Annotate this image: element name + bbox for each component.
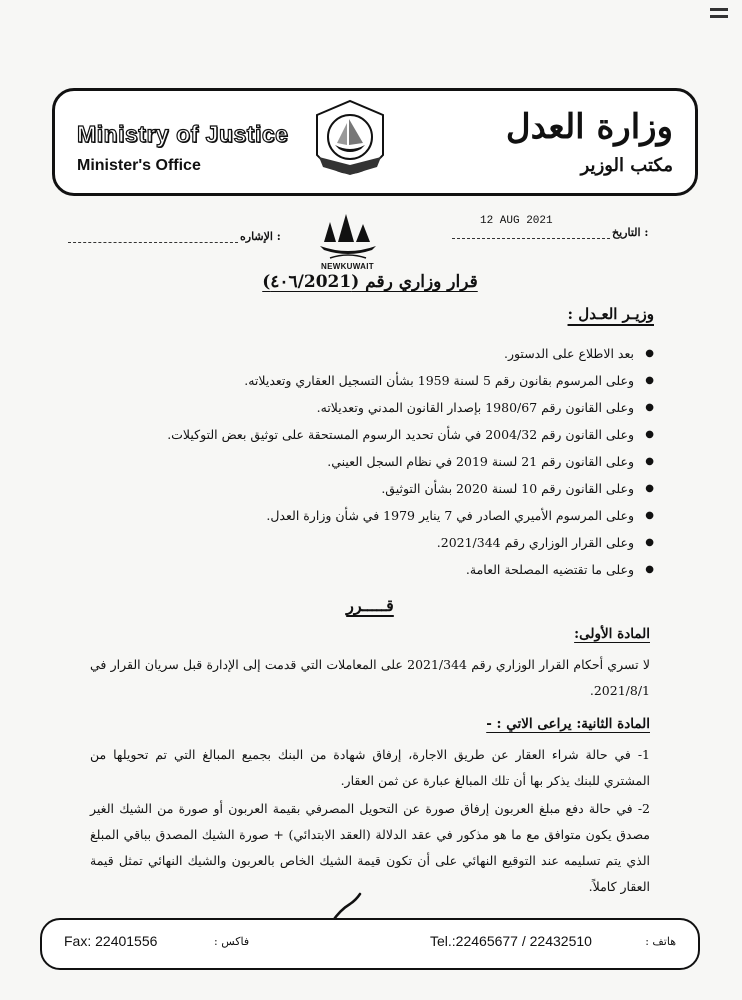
preamble-item: ● وعلى القرار الوزاري رقم 2021/344.	[90, 533, 650, 560]
office-title-en: Minister's Office	[77, 157, 201, 174]
preamble-item: ● وعلى المرسوم بقانون رقم 5 لسنة 1959 بشأن التسجيل العقاري وتعديلاته.	[90, 371, 650, 398]
date-line	[452, 238, 610, 239]
decision-heading: قـــــرر	[346, 596, 394, 615]
article-2-item-2: 2- في حالة دفع مبلغ العربون إرفاق صورة عن التحويل المصرفي بقيمة العربون أو صورة من الشيك الغير مصدق يكون متوافق مع ما هو مذكور في عقد الدلالة (العقد الابتدائي) + صورة الشيك المصدق بباقي المبلغ الذي يتم تسليمه عند التوقيع النهائي على أن تكون قيمة الشيك الخاص بالعربون والشيك النهائي تمثل قيمة العقار كاملاً.	[90, 801, 650, 894]
reference-label: : الإشاره	[240, 230, 281, 243]
fax-number: Fax: 22401556	[64, 933, 158, 949]
preamble-list	[90, 344, 650, 587]
phone-label: هاتف :	[645, 935, 676, 948]
reference-line	[68, 242, 238, 243]
article-2-heading: المادة الثانية: يراعى الاتي : -	[486, 716, 650, 732]
preamble-item: ● بعد الاطلاع على الدستور.	[90, 344, 650, 371]
office-title-ar: مكتب الوزير	[580, 155, 673, 176]
date-stamp: 12 AUG 2021	[480, 215, 553, 227]
kuwait-emblem-icon	[305, 95, 395, 191]
menu-icon[interactable]	[710, 8, 728, 24]
preamble-item: ● وعلى القانون رقم 2004/32 في شأن تحديد الرسوم المستحقة على توثيق بعض التوكيلات.	[90, 425, 650, 452]
fax-label: فاكس :	[214, 935, 250, 948]
preamble-item: ● وعلى المرسوم الأميري الصادر في 7 يناير 1979 في شأن وزارة العدل.	[90, 506, 650, 533]
article-2-item-1: 1- في حالة شراء العقار عن طريق الاجارة، إرفاق شهادة من البنك بجميع المبالغ التي تم تحويلها من المشتري للبنك يذكر بها أن تلك المبالغ عبارة عن ثمن العقار.	[90, 747, 650, 788]
new-kuwait-logo-icon	[316, 208, 380, 268]
new-kuwait-logo-text: NEWKUWAIT	[321, 262, 374, 271]
contact-footer	[40, 918, 700, 970]
article-1-text: لا تسري أحكام القرار الوزاري رقم 2021/344 على المعاملات التي قدمت إلى الإدارة قبل سريان القرار في 2021/8/1.	[90, 657, 650, 698]
ministry-title-en: Ministry of Justice	[77, 121, 289, 147]
decree-title: قرار وزاري رقم (٤٠٦/2021)	[262, 272, 478, 292]
preamble-item: ● وعلى القانون رقم 10 لسنة 2020 بشأن التوثيق.	[90, 479, 650, 506]
minister-heading: وزيـر العـدل :	[567, 305, 654, 323]
ministry-title-ar: وزارة العدل	[505, 107, 673, 147]
preamble-item: ● وعلى القانون رقم 1980/67 بإصدار القانون المدني وتعديلاته.	[90, 398, 650, 425]
preamble-item: ● وعلى ما تقتضيه المصلحة العامة.	[90, 560, 650, 587]
letterhead	[52, 88, 698, 196]
date-label: : التاريخ	[612, 226, 649, 239]
phone-number: Tel.:22465677 / 22432510	[430, 933, 592, 949]
article-1-heading: المادة الأولى:	[574, 626, 650, 642]
preamble-item: ● وعلى القانون رقم 21 لسنة 2019 في نظام السجل العيني.	[90, 452, 650, 479]
